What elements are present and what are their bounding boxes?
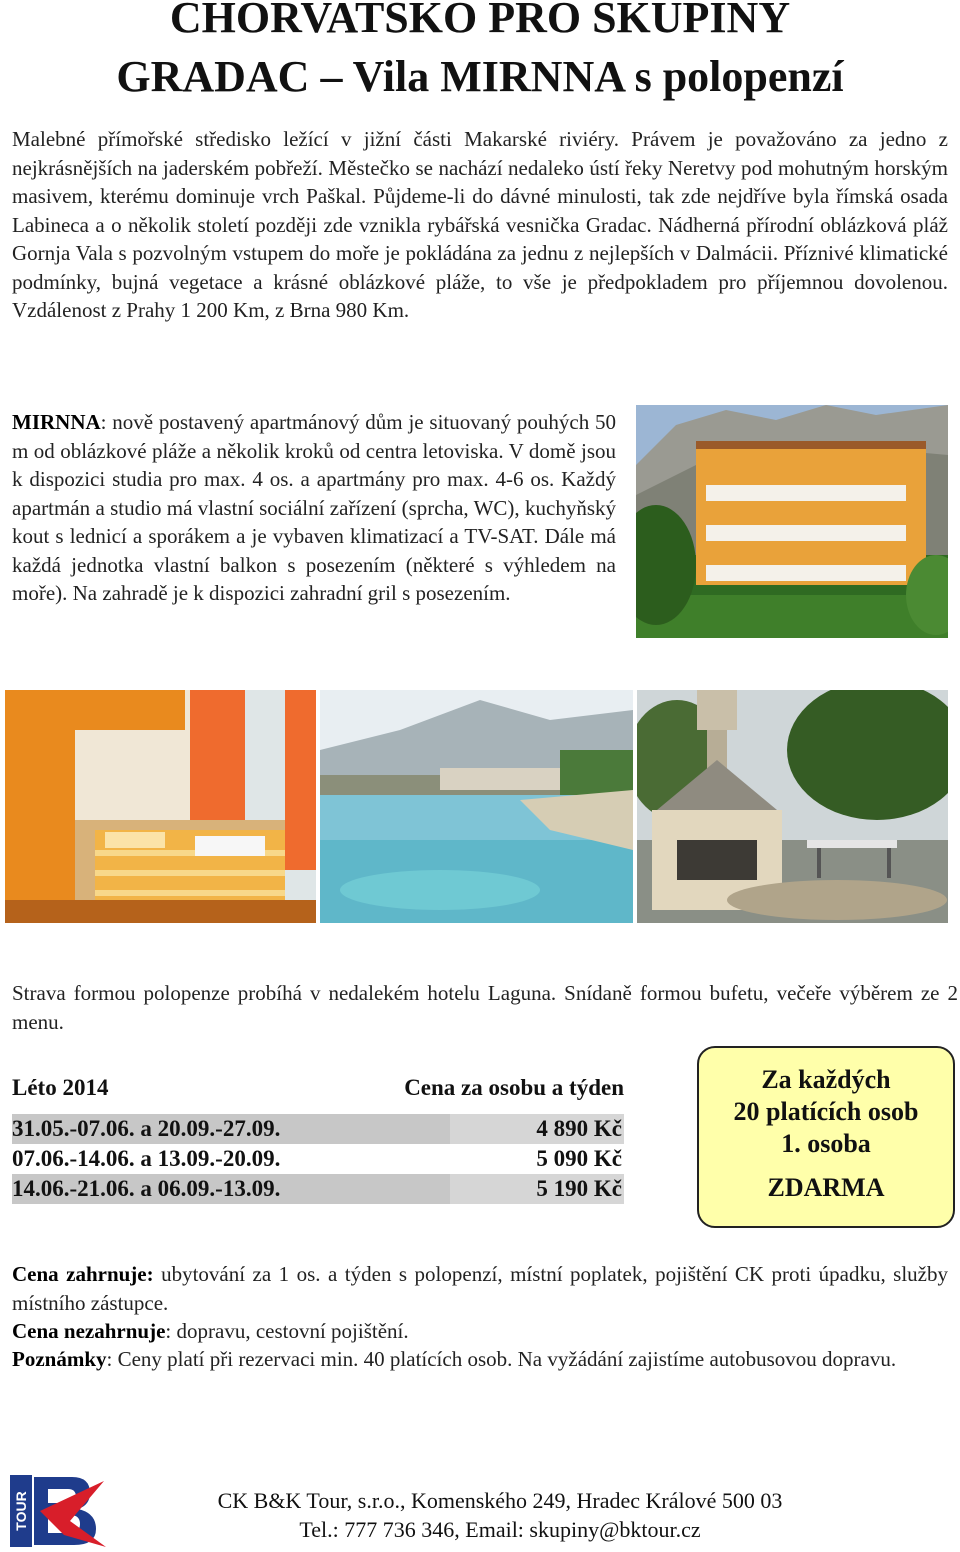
includes-label: Cena zahrnuje: [12, 1262, 154, 1286]
mirnna-paragraph [12, 408, 616, 608]
excludes-text: : dopravu, cestovní pojištění. [165, 1319, 409, 1343]
grill-photo [637, 690, 948, 923]
intro-paragraph: Malebné přímořské středisko ležící v jižní části Makarské riviéry. Právem je považováno za jedno z nejkrásnějších na jaderském pobřeží. Městečko se nachází nedaleko ústí řeky Neretvy pod mohutným horským masivem, kterému dominuje vrch Paškal. Půjdeme-li do dávné minulosti, tak zde nejdříve byla římská osada Labineca a o několik století později zde vznikla rybářská vesnička Gradac. Nádherná přírodní oblázková pláž Gornja Vala s pozvolným vstupem do moře je pokládána za jednu z nejlepších v Dalmácii. Příznivé klimatické podmínky, bujná vegetace a krásné oblázkové pláže, to vše je předpokladem pro příjemnou dovolenou. Vzdálenost z Prahy 1 200 Km, z Brna 980 Km. [12, 127, 948, 322]
price-table-header [12, 1068, 624, 1108]
price-row-dates: 07.06.-14.06. a 13.09.-20.09. [12, 1146, 281, 1171]
price-row-price: 4 890 Kč [450, 1114, 624, 1144]
notes-text: : Ceny platí při rezervaci min. 40 platících osob. Na vyžádání zajistíme autobusovou dopravu. [106, 1347, 897, 1371]
price-row [12, 1114, 624, 1144]
villa-photo [636, 405, 948, 638]
price-row [12, 1174, 624, 1204]
bk-tour-logo [10, 1475, 106, 1547]
price-excludes [12, 1317, 948, 1346]
bedroom-photo [5, 690, 316, 923]
beach-photo [320, 690, 633, 923]
price-row [12, 1144, 624, 1174]
footer-contact: Tel.: 777 736 346, Email: skupiny@bktour.cz [299, 1517, 701, 1542]
mirnna-description: : nově postavený apartmánový dům je situovaný pouhých 50 m od oblázkové pláže a několik kroků od centra letoviska. V domě jsou k dispozici studia pro max. 4 os. a apartmány pro max. 4-6 os. Každý apartmán a studio má vlastní sociální zařízení (sprcha, WC), kuchyňský kout s lednicí a sporákem a je vybaven klimatizací a TV-SAT. Dále má každá jednotka vlastní balkon s posezením (některé s výhledem na moře). Na zahradě je k dispozici zahradní gril s posezením. [12, 410, 616, 605]
price-row-price: 5 190 Kč [450, 1174, 624, 1204]
callout-line-3: 1. osoba [781, 1129, 871, 1158]
meals-paragraph: Strava formou polopenze probíhá v nedalekém hotelu Laguna. Snídaně formou bufetu, večeře výběrem ze 2 menu. [12, 981, 958, 1034]
footer-address: CK B&K Tour, s.r.o., Komenského 249, Hradec Králové 500 03 [217, 1488, 783, 1513]
price-row-dates: 14.06.-21.06. a 06.09.-13.09. [12, 1176, 281, 1201]
price-column-header: Cena za osobu a týden [404, 1075, 624, 1100]
notes-label: Poznámky [12, 1347, 107, 1371]
free-person-callout [697, 1046, 955, 1228]
callout-line-2: 20 platících osob [733, 1097, 919, 1126]
price-row-dates: 31.05.-07.06. a 20.09.-27.09. [12, 1116, 281, 1141]
title-line-2: GRADAC – Vila MIRNNA s polopenzí [116, 52, 844, 101]
price-row-price: 5 090 Kč [536, 1146, 622, 1171]
callout-line-1: Za každých [761, 1065, 891, 1094]
mirnna-name: MIRNNA [12, 410, 101, 434]
season-label: Léto 2014 [12, 1075, 109, 1100]
callout-line-4: ZDARMA [767, 1173, 885, 1202]
price-table [12, 1068, 624, 1204]
logo-text: TOUR [13, 1491, 29, 1531]
notes [12, 1345, 948, 1374]
includes-text: ubytování za 1 os. a týden s polopenzí, místní poplatek, pojištění CK proti úpadku, služby místního zástupce. [12, 1262, 948, 1315]
title-line-1: CHORVATSKO PRO SKUPINY [169, 0, 791, 42]
excludes-label: Cena nezahrnuje [12, 1319, 166, 1343]
price-includes [12, 1260, 948, 1317]
